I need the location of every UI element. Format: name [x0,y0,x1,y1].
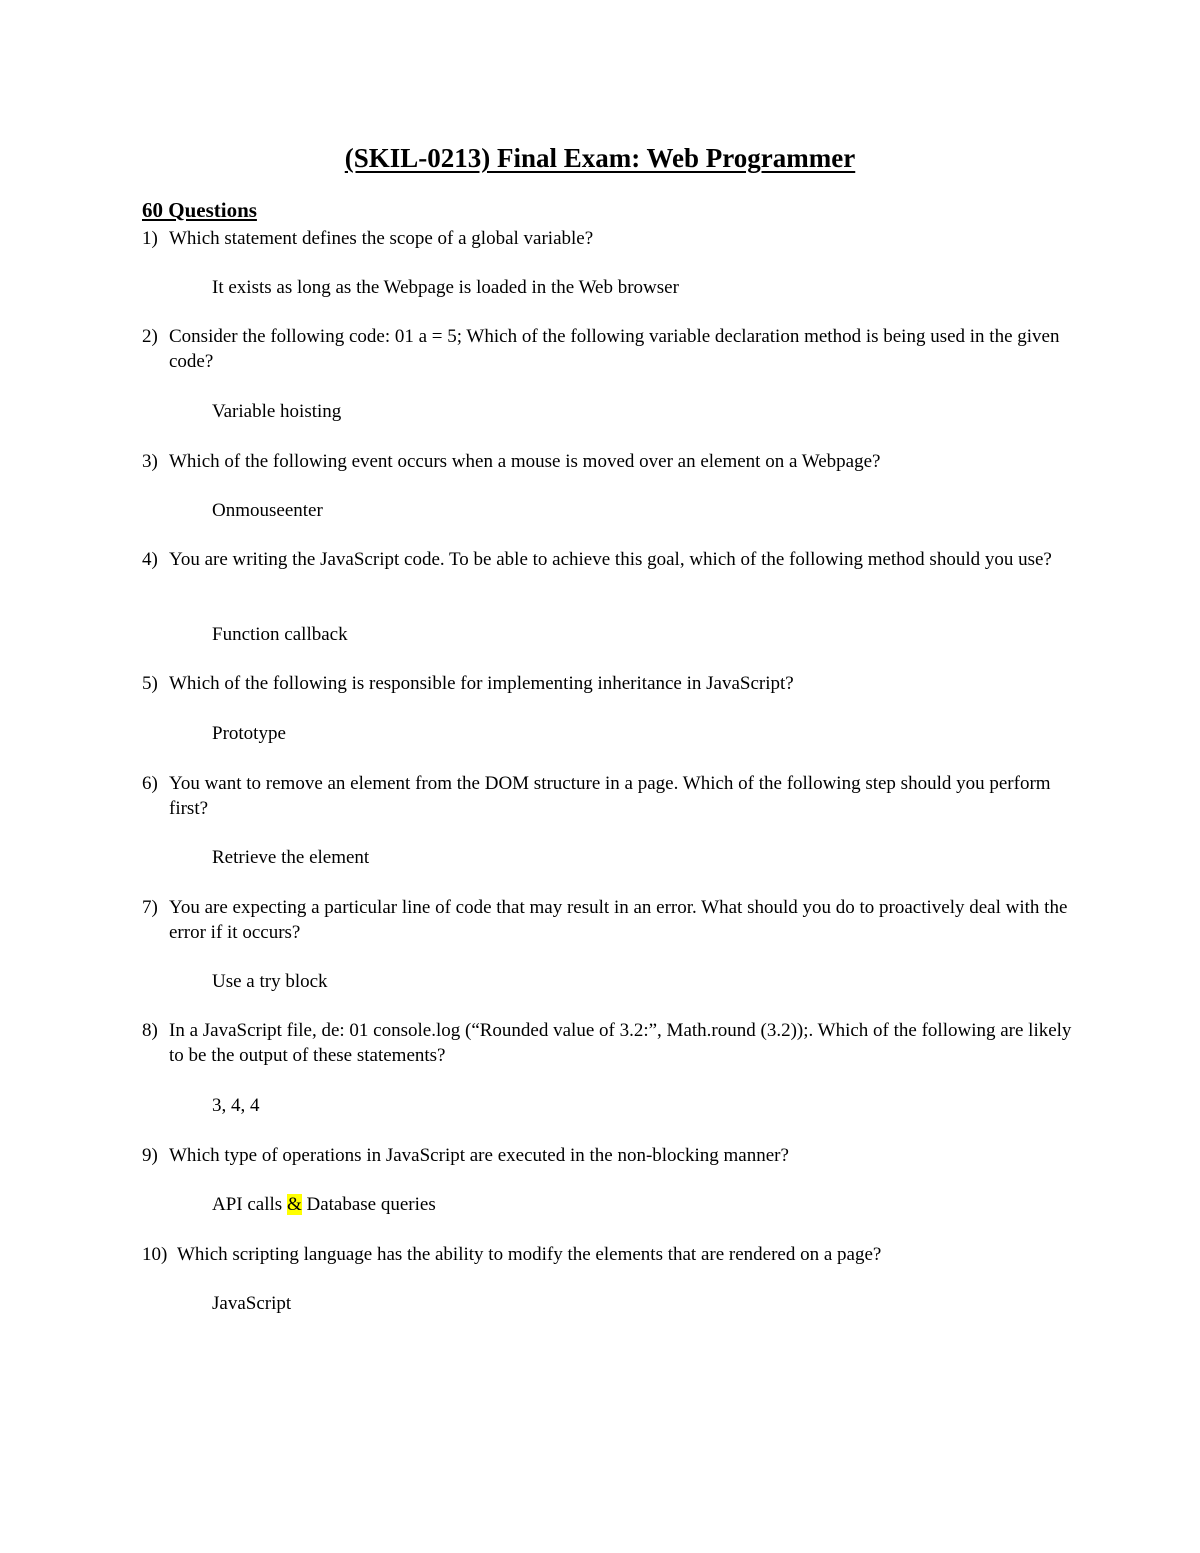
question-1 [142,226,1082,251]
answer-part: API calls [212,1194,287,1215]
question-number: 10) [142,1244,168,1265]
question-4 [142,547,1082,572]
question-9 [142,1143,1082,1168]
question-6 [142,771,1082,821]
answer-7: Use a try block [212,971,328,992]
question-3 [142,449,1082,474]
question-7 [142,895,1082,945]
question-text: Which of the following event occurs when a mouse is moved over an element on a Webpage? [169,451,881,472]
question-text: Which statement defines the scope of a global variable? [169,228,594,249]
question-text: You are expecting a particular line of code that may result in an error. What should you do to proactively deal with the error if it occurs? [169,897,1068,943]
answer-3: Onmouseenter [212,500,323,521]
question-number: 2) [142,326,158,347]
answer-10: JavaScript [212,1293,292,1314]
question-number: 4) [142,549,158,570]
answer-part: Database queries [301,1194,436,1215]
question-number: 9) [142,1145,158,1166]
question-text: In a JavaScript file, de: 01 console.log (“Rounded value of 3.2:”, Math.round (3.2));. Which of the following are likely to be the output of these statements? [169,1020,1072,1066]
question-number: 1) [142,228,158,249]
question-8 [142,1018,1082,1068]
answer-9 [212,1192,436,1217]
question-number: 8) [142,1020,158,1041]
answer-4: Function callback [212,624,348,645]
question-number: 7) [142,897,158,918]
question-text: Which type of operations in JavaScript are executed in the non-blocking manner? [169,1145,789,1166]
question-number: 3) [142,451,158,472]
question-2 [142,324,1082,374]
question-number: 6) [142,773,158,794]
answer-8: 3, 4, 4 [212,1095,260,1116]
question-text: Consider the following code: 01 a = 5; Which of the following variable declaration method is being used in the given code? [169,326,1060,372]
question-text: Which scripting language has the ability to modify the elements that are rendered on a page? [177,1244,882,1265]
question-text: You are writing the JavaScript code. To be able to achieve this goal, which of the following method should you use? [169,549,1052,570]
answer-6: Retrieve the element [212,847,370,868]
document-title: (SKIL-0213) Final Exam: Web Programmer [344,143,856,173]
question-count-heading: 60 Questions [142,198,257,222]
answer-2: Variable hoisting [212,401,342,422]
highlighted-ampersand: & [286,1194,302,1215]
answer-5: Prototype [212,723,286,744]
question-text: Which of the following is responsible for implementing inheritance in JavaScript? [169,673,794,694]
question-number: 5) [142,673,158,694]
question-text: You want to remove an element from the DOM structure in a page. Which of the following step should you perform first? [169,773,1051,819]
answer-1: It exists as long as the Webpage is loaded in the Web browser [212,277,679,298]
question-5 [142,671,1082,696]
question-10 [142,1242,1082,1267]
